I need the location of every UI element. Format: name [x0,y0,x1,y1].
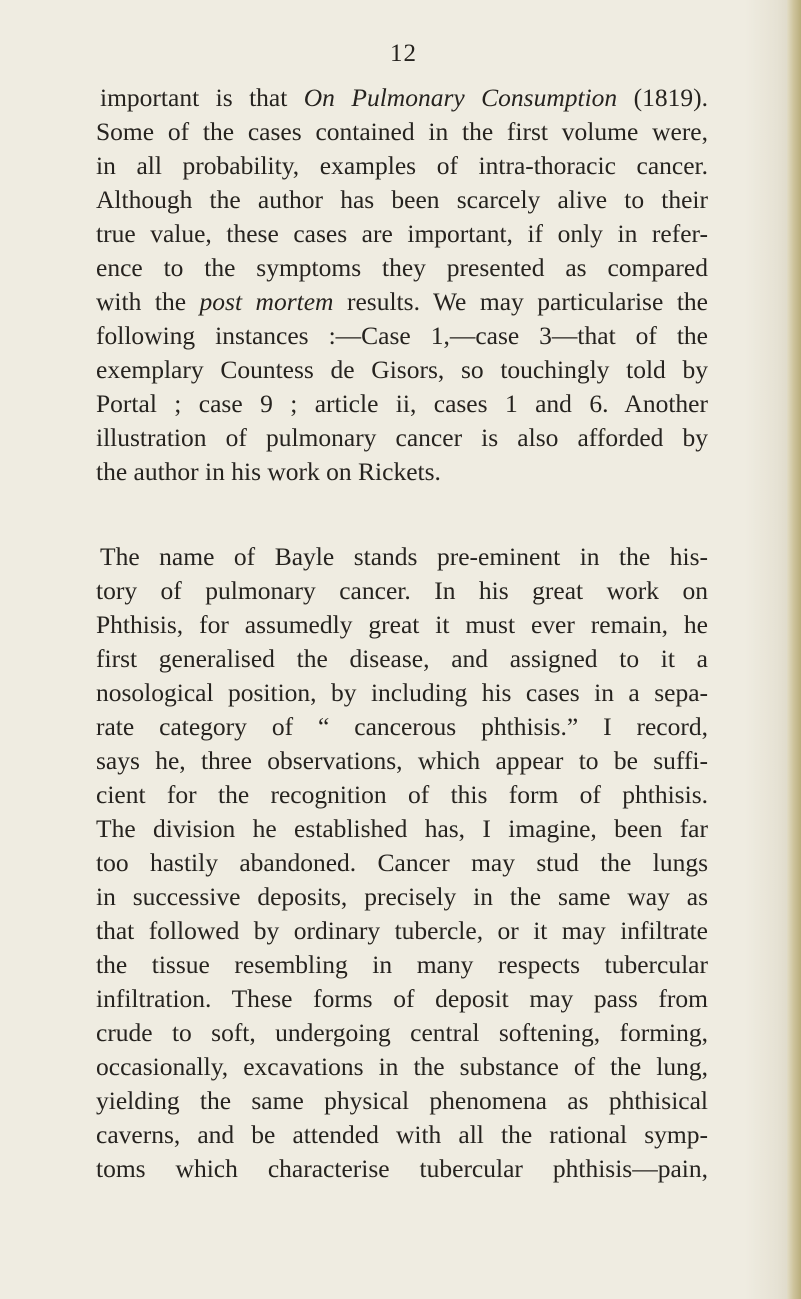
text-line: following instances :—Case 1,—case 3—that of the [96,321,708,350]
text-line: too hastily abandoned. Cancer may stud the lungs [96,848,708,877]
text-line: the tissue resembling in many respects tubercular [96,950,708,979]
text-line: The division he established has, I imagine, been far [96,814,708,843]
page-number: 12 [390,40,417,67]
text-line: toms which characterise tubercular phthisis—pain, [96,1154,708,1183]
text-run: with the [96,287,200,316]
text-line: illustration of pulmonary cancer is also afforded by [96,423,708,452]
text-line: first generalised the disease, and assigned to it a [96,644,708,673]
text-line: in successive deposits, precisely in the same way as [96,882,708,911]
text-line: tory of pulmonary cancer. In his great work on [96,576,708,605]
text-line: The name of Bayle stands pre-eminent in the his- [100,542,708,571]
text-line: rate category of “ cancerous phthisis.” I record, [96,712,708,741]
text-line: ence to the symptoms they presented as compared [96,253,708,282]
text-line: infiltration. These forms of deposit may pass from [96,984,708,1013]
text-line [96,285,708,319]
text-line: the author in his work on Rickets. [96,457,441,486]
book-title: On Pulmonary Consumption [303,83,618,112]
paragraph-1 [96,81,708,489]
text-line: says he, three observations, which appear to be suffi- [96,746,708,775]
text-line: occasionally, excavations in the substance of the lung, [96,1052,708,1081]
text-line: true value, these cases are important, if only in refer- [96,219,708,248]
text-line: crude to soft, undergoing central softening, forming, [96,1018,708,1047]
text-line: Phthisis, for assumedly great it must ever remain, he [96,610,708,639]
text-line: Although the author has been scarcely alive to their [96,185,708,214]
page-edge [787,0,801,1299]
italic-phrase: post mortem [199,287,334,316]
text-line [96,81,708,115]
text-line: nosological position, by including his cases in a sepa- [96,678,708,707]
text-line: caverns, and be attended with all the rational symp- [96,1120,708,1149]
text-line: in all probability, examples of intra-thoracic cancer. [96,151,708,180]
text-run: (1819). [617,83,709,112]
text-line: that followed by ordinary tubercle, or it may infiltrate [96,916,708,945]
text-line: Portal ; case 9 ; article ii, cases 1 and 6. Another [96,389,708,418]
paragraph-2 [96,540,708,1186]
text-run: results. We may particularise the [333,287,708,316]
text-line: yielding the same physical phenomena as phthisical [96,1086,708,1115]
text-run: important is that [100,83,304,112]
text-line: cient for the recognition of this form of phthisis. [96,780,708,809]
text-line: Some of the cases contained in the first volume were, [96,117,708,146]
text-line: exemplary Countess de Gisors, so touchingly told by [96,355,708,384]
